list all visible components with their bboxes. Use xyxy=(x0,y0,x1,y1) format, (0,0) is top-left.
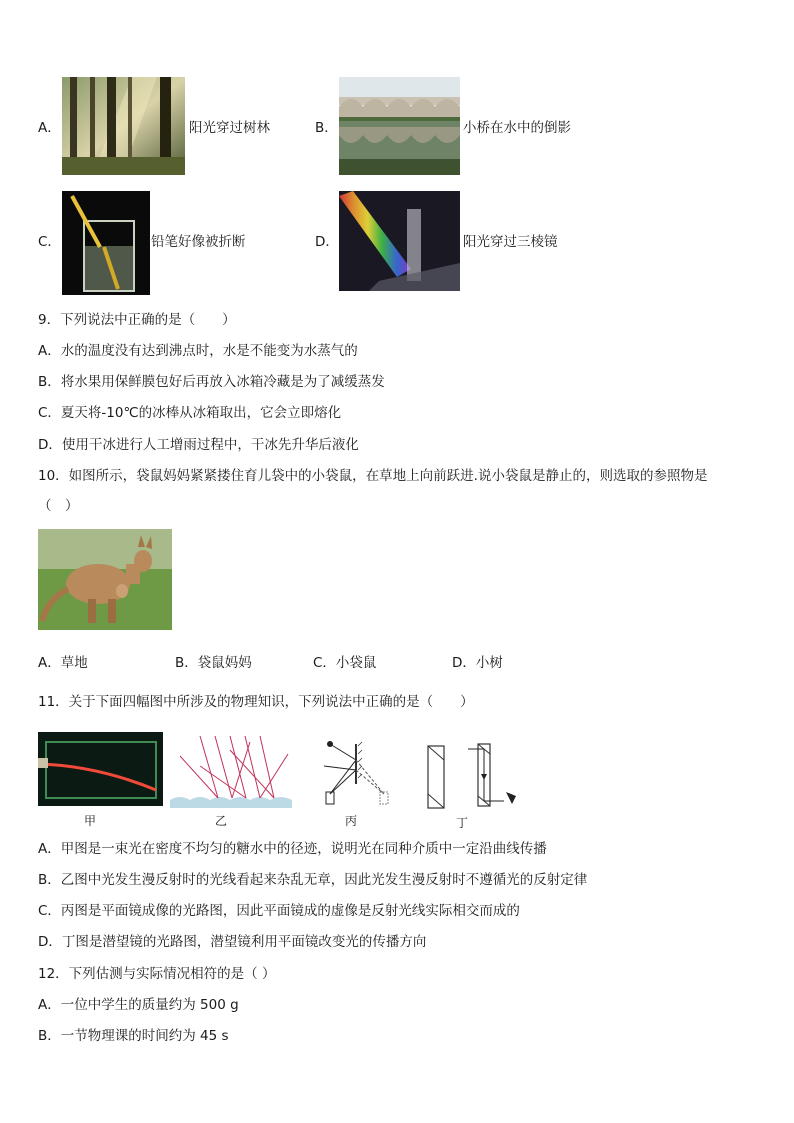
q8-option-c-text: 铅笔好像被折断 xyxy=(151,234,246,250)
q11-option-d: D．丁图是潜望镜的光路图，潜望镜利用平面镜改变光的传播方向 xyxy=(38,934,427,950)
forest-sunlight-image xyxy=(62,77,185,175)
q8-option-b-letter: B． xyxy=(315,120,338,136)
q10-option-a: A．草地 xyxy=(38,655,88,671)
q11-option-c: C．丙图是平面镜成像的光路图，因此平面镜成的虚像是反射光线实际相交而成的 xyxy=(38,903,520,919)
q10-stem: 10．如图所示，袋鼠妈妈紧紧搂住育儿袋中的小袋鼠，在草地上向前跃进.说小袋鼠是静止的，则选取的参照物是 xyxy=(38,468,708,484)
caption-ding: 丁 xyxy=(456,816,469,830)
figure-ding-periscope xyxy=(420,740,530,812)
kangaroo-image xyxy=(38,529,172,630)
bridge-reflection-image xyxy=(339,77,460,175)
q11-option-a: A．甲图是一束光在密度不均匀的糖水中的径迹，说明光在同种介质中一定沿曲线传播 xyxy=(38,841,547,857)
q8-option-a-text: 阳光穿过树林 xyxy=(189,120,270,136)
q9-option-b: B．将水果用保鲜膜包好后再放入冰箱冷藏是为了减缓蒸发 xyxy=(38,374,385,390)
q9-option-c: C．夏天将-10℃的冰棒从冰箱取出，它会立即熔化 xyxy=(38,405,342,421)
pencil-in-water-image xyxy=(62,191,150,295)
q8-option-d-letter: D． xyxy=(315,234,339,250)
q9-stem: 9．下列说法中正确的是（ ） xyxy=(38,312,236,328)
q11-stem: 11．关于下面四幅图中所涉及的物理知识，下列说法中正确的是（ ） xyxy=(38,694,474,710)
q8-option-d-text: 阳光穿过三棱镜 xyxy=(463,234,558,250)
q8-option-b-text: 小桥在水中的倒影 xyxy=(463,120,571,136)
q8-option-c-letter: C． xyxy=(38,234,61,250)
q12-option-a: A．一位中学生的质量约为 500 g xyxy=(38,997,239,1013)
q8-option-a-letter: A． xyxy=(38,120,61,136)
prism-rainbow-image xyxy=(339,191,460,291)
figure-bing-plane-mirror xyxy=(318,736,396,808)
q11-option-b: B．乙图中光发生漫反射时的光线看起来杂乱无章，因此光发生漫反射时不遵循光的反射定律 xyxy=(38,872,588,888)
q12-stem: 12．下列估测与实际情况相符的是（ ） xyxy=(38,966,276,982)
caption-bing: 丙 xyxy=(345,814,358,828)
q9-option-d: D．使用干冰进行人工增雨过程中，干冰先升华后液化 xyxy=(38,437,359,453)
q9-option-a: A．水的温度没有达到沸点时，水是不能变为水蒸气的 xyxy=(38,343,358,359)
q10-option-c: C．小袋鼠 xyxy=(313,655,377,671)
figure-yi-diffuse-reflection xyxy=(170,736,292,808)
q10-option-b: B．袋鼠妈妈 xyxy=(175,655,252,671)
q12-option-b: B．一节物理课的时间约为 45 s xyxy=(38,1028,229,1044)
figure-jia-sugar-water-light xyxy=(38,732,163,806)
q10-option-d: D．小树 xyxy=(452,655,503,671)
caption-jia: 甲 xyxy=(84,814,97,828)
caption-yi: 乙 xyxy=(215,814,228,828)
q10-stem-parens: （ ） xyxy=(38,498,79,514)
